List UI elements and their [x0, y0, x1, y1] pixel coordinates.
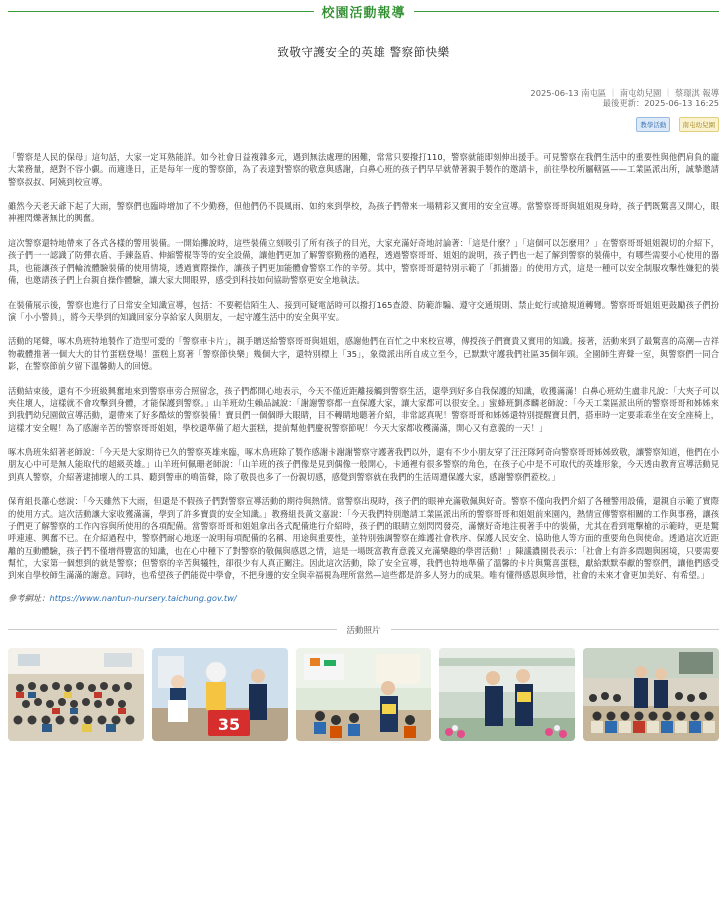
paragraph: 在裝備展示後，警察也進行了日常安全知識宣導，包括：不要輕信陌生人、接到可疑電話時可以撥打165查證、防範詐騙、遵守交通規則、禁止蛇行或搶規道轉彎。警察哥哥姐姐更鼓勵孩子們扮演「小小警員」，將今天學到的知識回家分享給家人與朋友，一起守護生活中的安全與平安。 [8, 299, 719, 322]
article-meta [8, 88, 719, 108]
photo-cake-mascot [152, 648, 288, 741]
section-title: 校園活動報導 [321, 5, 406, 21]
photo-thumbnail[interactable] [152, 648, 288, 741]
article-body [8, 151, 719, 581]
paragraph: 保育組長蕭心慈說：「今天雖然下大雨，但還是不假孩子們對警察宣導活動的期待與熱情。當警察出現時，孩子們的眼神充滿敬佩與好奇。警察不僅向我們介紹了各種警用設備，還親自示範了實際的使用方式。這次活動讓大家收獲滿滿，學到了許多寶貴的安全知識。」教務組長黃文嘉說：「今天我們特別邀請工業區派出所的警察哥哥和姐姐前來園內，熱情宣傳警察相關的工作與事務，讓孩子們更了解警察的工作內容與所使用的各項配備。當警察哥哥和姐姐拿出各式配備進行介紹時，孩子們的眼睛立刻閃閃發亮，滿懷好奇地注視著手中的裝備，尤其在看到電擊槍的示範時，更是驚呼連連、興奮不已。在介紹過程中，警察們耐心地逐一說明每項配備的名稱、用途與重要性，並特別強調警察在維護社會秩序、保護人民安全、協助他人等方面的重要角色與使命。透過這次近距離的互動體驗，孩子們不僅增得豐富的知識，也在心中種下了對警察的敬佩與感恩之情，這是一場既富教育意義又充滿樂趣的學習活動！」陳議濃園長表示：「社會上有許多問題與困境，只要需要幫忙，大家第一個想到的就是警察；但警察的辛苦與犧牲，卻很少有人真正關注。因此這次活動，除了安全宣導，我們也特地準備了溫馨的卡片與驚喜蛋糕，獻給默默奉獻的警察們，讓他們感受到來自學校師生滿滿的謝意。同時，也希望孩子們能從中學會，不把身邊的安全與幸福視為理所當然—這些都是許多人努力的成果。唯有懂得感恩與珍惜，社會的未來才會更加美好、有希望。」 [8, 496, 719, 581]
section-header-right-line [414, 11, 720, 12]
updated-label: 最後更新： [602, 98, 645, 108]
paragraph: 啄木鳥班朱紹著老師說：「今天是大家期待已久的警察英雄來臨，啄木鳥班除了製作感謝卡謝謝警察守護著我們以外，還有不少小朋友穿了汪汪隊阿奇向警察哥哥姊姊致敬，讓警察知道，他們在小朋友心中可是無人能取代的超級英雄。」山羊班何佩珊老師說：「山羊班的孩子們像是見到偶像一般開心，卡通裡有很多警察的角色，在孩子心中是不可取代的英雄形象，今天透由教育宣導活動見到真人警察，介紹著逮捕壞人的工具、聽到警車的鳴笛聲，除了敬畏也多了一份親切感，感覺到警察就在我們的生活周遭保護大家，感謝警察們蒞校。」 [8, 447, 719, 482]
photos-header [8, 624, 719, 636]
cake-number: 35 [217, 714, 240, 734]
reference-label: 參考網址： [8, 592, 50, 603]
photos-header-left-line [8, 629, 337, 630]
photo-classroom-talk [296, 648, 432, 741]
photo-police-children [583, 648, 719, 741]
tag-school[interactable]: 南屯幼兒園 [679, 117, 720, 132]
updated-time: 2025-06-13 16:25 [644, 98, 719, 108]
article-updated [8, 98, 719, 108]
reference-link[interactable]: https://www.nantun-nursery.taichung.gov.tw/ [49, 592, 237, 603]
photo-thumbnail[interactable] [439, 648, 575, 741]
photos-header-right-line [391, 629, 720, 630]
paragraph: 活動結束後，還有不少班級興奮地來到警察車旁合照留念，孩子們都開心地表示，今天不僅近距離接觸到警察生活，還學到好多自我保護的知識，收獲滿滿！白鼻心班幼生盧非凡說：「大夾子可以夾住壞人，這樣就不會攻擊到身體，才能保護到警察。」山羊班幼生賴品誠說：「謝謝警察都一直保護大家，讓大家都可以很安全。」蜜蜂班劉彥麟老師說：「今天工業區派出所的警察哥哥和姊姊來到我們幼兒園做宣導活動，還帶來了好多酷炫的警察裝備！寶貝們一個個睜大眼睛，目不轉睛地聽著介紹，非常認真呢！警察哥哥和姊姊還特別提醒寶貝們，搭車時一定要乖乖坐在安全座椅上，這樣才安全喔！為了感謝辛苦的警察哥哥姐姐，學校還準備了超大蛋糕，提前幫他們慶祝警察節呢！今天大家都收穫滿滿，開心又有意義的一天！」 [8, 385, 719, 433]
article-date: 2025-06-13 [530, 88, 579, 98]
section-header-left-line [8, 11, 314, 12]
article-school: 南屯幼兒園 [619, 88, 662, 98]
photo-thumbnail[interactable] [583, 648, 719, 741]
tag-teaching-activity[interactable]: 教學活動 [636, 117, 670, 132]
photo-gallery [8, 648, 719, 741]
article-unit: 南屯區 [581, 88, 607, 98]
article-byline: 2025-06-13 南屯區 ｜ 南屯幼兒園 ｜ 蔡璟淇 報導 [530, 88, 719, 98]
photo-outdoor-demo [439, 648, 575, 741]
reference [8, 592, 719, 604]
photo-thumbnail[interactable] [296, 648, 432, 741]
photo-thumbnail[interactable] [8, 648, 144, 741]
section-header [8, 0, 719, 22]
article-author: 蔡璟淇 報導 [674, 88, 719, 98]
article-title: 致敬守護安全的英雄 警察節快樂 [277, 45, 450, 59]
article-tags [8, 112, 719, 132]
paragraph: 雖然今天老天爺下起了大雨，警察們也臨時增加了不少勤務，但他們仍不畏風雨、如約來到學校，為孩子們帶來一場精彩又實用的安全宣導。當警察哥哥與姐姐現身時，孩子們既驚喜又開心，眼神裡閃爍著無比的興奮。 [8, 201, 719, 224]
photo-group-classroom [8, 648, 144, 741]
paragraph: 活動的尾聲，啄木鳥班特地製作了造型可愛的「警察車卡片」，親手贈送給警察哥哥與姐姐，感謝他們在百忙之中來校宣導，傳授孩子們寶貴又實用的知識。接著，活動來到了最驚喜的高潮—吉祥物載體推著一個大大的甘竹蛋糕登場！蛋糕上寫著「警察節快樂」幾個大字，還特別標上「35」，象徵派出所自成立至今，已默默守護我們社區35個年頭。全園師生齊聲一室，與警察們一同合影，在警察節前夕留下溫馨動人的回憶。 [8, 336, 719, 372]
photos-title: 活動照片 [346, 625, 381, 636]
paragraph: 「警察是人民的保母」這句話，大家一定耳熟能詳。如今社會日益複雜多元，遇到無法處理的困難，常常只要撥打110，警察就能即刻伸出援手。可見警察在我們生活中的重要性與他們肩負的龐大業務量，絕對不容小覷。而適逢日，正是每年一度的警察節，為了表達對警察的敬意與感謝，白鼻心班的孩子們早早就帶著親手製作的邀請卡，前往學校所屬轄區——工業區派出所，誠摯邀請警察叔叔、阿姨到校宣導。 [8, 152, 719, 187]
paragraph: 這次警察還特地帶來了各式各樣的警用裝備。一開始攤說時，這些裝備立刻吸引了所有孩子的目光，大家充滿好奇地討論著：「這是什麼？」「這個可以怎麼用？」在警察哥哥姐姐親切的介紹下，孩子們一一認識了防彈衣盾、手鍊盔盾、伸縮警棍等等的安全設備，讓他們更加了解警察勤務的過程，透過警察哥哥、姐姐的說明，孩子們也一起了解到警察的裝備中，有哪些需要小心使用的器具，也能讓孩子們輪流體驗裝備的使用情境，透過實際操作，讓孩子們更加能體會警察工作的辛勞。其中，警察哥哥還特別示範了「抓捕器」的使用方式，這是一種可以安全制服攻擊性嫌犯的裝備，也邀請孩子們上台親自操作體驗，讓大家大開眼界，感受到科技如何協助警察更安全地執法。 [8, 238, 719, 285]
